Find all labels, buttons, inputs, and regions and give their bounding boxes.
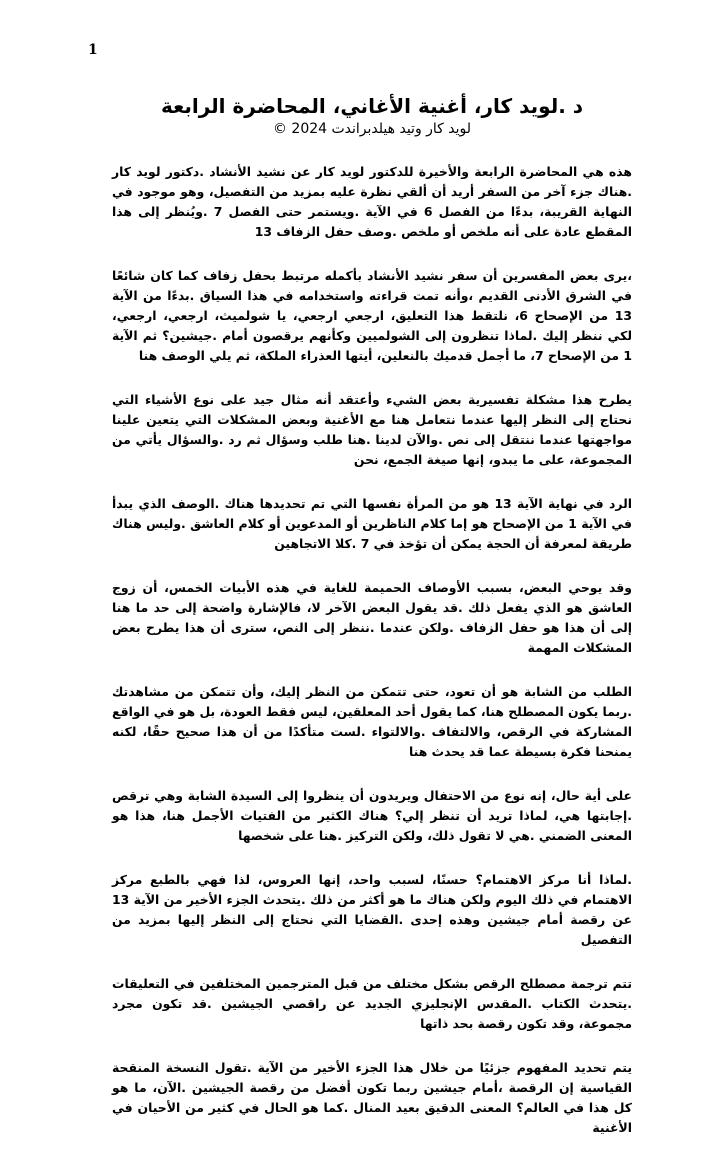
paragraph-10: يتم تحديد المفهوم جزئيًا من خلال هذا الجزء الأخير من الآية .تقول النسخة المنقحة القياسية إن الرقصة ،أمام جيشين ربما تكون أفضل من رقصة الجيشين .الآن، ما هو كل هذا في العالم؟ المعنى الدقيق بعيد المنال .كما هو الحال في كثير من الأحيان في الأغنية — [112, 1060, 632, 1135]
paragraph-3: يطرح هذا مشكلة تفسيرية بعض الشيء وأعتقد أنه مثال جيد على نوع الأشياء التي نحتاج إلى النظر إليها عندما نتعامل هنا مع الأغنية وبعض المشكلات التي يتعين علينا مواجهتها عندما ننتقل إلى نص .والآن لدينا .هنا طلب وسؤال ثم رد .والسؤال يأتي من المجموعة، على ما يبدو، إنها صيغة الجمع، نحن — [112, 392, 632, 467]
paragraph-7: على أية حال، إنه نوع من الاحتفال ويريدون أن ينظروا إلى السيدة الشابة وهي ترقص .إجابتها هي، لماذا تريد أن تنظر إلي؟ هناك الكثير من الفتيات الأجمل هنا، هذا هو المعنى الضمني .هي لا تقول ذلك، ولكن التركيز .هنا على شخصها — [112, 788, 632, 843]
paragraph-2: ،يرى بعض المفسرين أن سفر نشيد الأنشاد بأكمله مرتبط بحفل زفاف كما كان شائعًا في الشرق الأدنى القديم ،وأنه تمت قراءته واستخدامه في هذا السياق .بدءًا من الآية 13 من الإصحاح 6، نلتقط هذا التعليق، ارجعي ارجعي، يا شولميث، ارجعي، ارجعي، لكي ننظر إليك .لماذا تنظرون إلى الشولميين وكأنهم يرقصون أمام .جيشين؟ ثم الآية 1 من الإصحاح 7، ما أجمل قدميك بالنعلين، أيتها العذراء الملكة، ثم يلي الوصف هنا — [112, 268, 632, 363]
paragraph-8: .لماذا أنا مركز الاهتمام؟ حسنًا، لسبب واحد، إنها العروس، لذا فهي بالطبع مركز الاهتمام في ذلك اليوم ولكن هناك ما هو أكثر من ذلك .يتحدث الجزء الأخير من الآية 13 عن رقصة أمام جيشين وهذه إحدى .القضايا التي نحتاج إلى النظر إليها بمزيد من التفصيل — [112, 872, 632, 947]
document-subtitle: لويد كار وتيد هيلدبراندت 2024 © — [272, 121, 472, 137]
paragraph-5: وقد يوحي البعض، بسبب الأوصاف الحميمة للغاية في هذه الأبيات الخمس، أن زوج العاشق هو الذي يفعل ذلك .قد يقول البعض الآخر لا، فالإشارة واضحة إلى حد ما هنا إلى أن هذا هو حفل الزفاف .ولكن عندما .ننظر إلى النص، سترى أن هذا يطرح بعض المشكلات المهمة — [112, 580, 632, 655]
document-body — [112, 84, 632, 1162]
paragraph-6: الطلب من الشابة هو أن تعود، حتى تتمكن من النظر إليك، وأن تتمكن من مشاهدتك .ربما يكون المصطلح هنا، كما يقول أحد المعلقين، ليس فقط العودة، بل هو في الواقع المشاركة في الرقص، والالتفاف .والالتواء .لست متأكدًا من أن هذا صحيح حقًا، لكنه يمنحنا فكرة بسيطة عما قد يحدث هنا — [112, 684, 632, 759]
paragraph-4: الرد في نهاية الآية 13 هو من المرأة نفسها التي تم تحديدها هناك .الوصف الذي يبدأ في الآية 1 من الإصحاح هو إما كلام الناظرين أو المدعوين أو كلام العاشق .وليس هناك طريقة لمعرفة أن الحجة يمكن أن تؤخذ في 7 .كلا الاتجاهين — [112, 496, 632, 551]
paragraph-9: تتم ترجمة مصطلح الرقص بشكل مختلف من قبل المترجمين المختلفين في التعليقات .يتحدث الكتاب .المقدس الإنجليزي الجديد عن راقصي الجيشين .قد تكون مجرد مجموعة، وقد تكون رقصة بحد ذاتها — [112, 976, 632, 1031]
document-title: د .لويد كار، أغنية الأغاني، المحاضرة الرابعة — [160, 94, 584, 118]
page-number: 1 — [88, 42, 98, 58]
paragraph-1: هذه هي المحاضرة الرابعة والأخيرة للدكتور لويد كار عن نشيد الأنشاد .دكتور لويد كار .هناك جزء آخر من السفر أريد أن ألقي نظرة عليه بمزيد من التفصيل، وهو موجود في النهاية القريبة، بدءًا من الفصل 6 في الآية .ويستمر حتى الفصل 7 .ويُنظر إلى هذا المقطع عادة على أنه ملخص أو ملخص .وصف حفل الزفاف 13 — [112, 164, 632, 239]
